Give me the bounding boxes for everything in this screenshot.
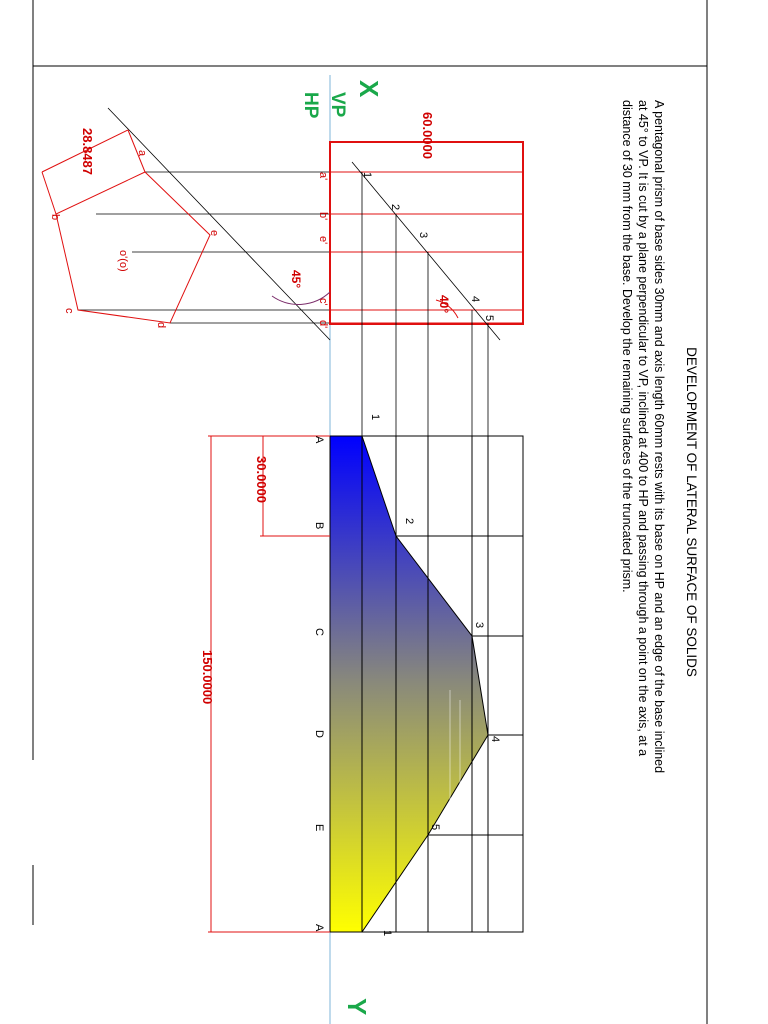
svg-text:a': a' (317, 172, 329, 181)
label-e1 (317, 236, 329, 244)
svg-text:a: a (136, 150, 148, 157)
svg-text:d': d' (317, 320, 329, 329)
svg-text:1: 1 (361, 172, 373, 179)
label-a (136, 150, 148, 157)
problem-line-1: A pentagonal prism of base sides 30mm and axis length 60mm rests with its base on HP and an edge of the base inclined (652, 100, 666, 774)
problem-line-3: distance of 30 mm from the base. Develop the remaining surfaces of the truncated prism. (620, 100, 634, 593)
dev-edge-B (313, 522, 325, 529)
svg-text:c': c' (317, 298, 329, 306)
label-d1 (317, 320, 329, 328)
label-e (208, 230, 220, 236)
svg-text:3: 3 (473, 622, 485, 629)
dev-edge-D (313, 730, 325, 738)
svg-text:2: 2 (403, 518, 415, 525)
svg-text:e': e' (317, 236, 329, 245)
dev-edge-A2 (313, 924, 325, 932)
label-c1 (317, 298, 329, 306)
angle-edge (289, 270, 303, 288)
svg-text:28.8487: 28.8487 (80, 128, 95, 175)
dev-point-3 (473, 622, 485, 628)
label-c (63, 308, 75, 314)
svg-text:c: c (63, 308, 75, 314)
dim-side-dev (254, 456, 269, 503)
svg-text:VP: VP (327, 92, 348, 118)
dev-point-2 (403, 518, 415, 524)
label-b (49, 214, 61, 220)
svg-text:4: 4 (489, 736, 501, 743)
svg-text:5: 5 (429, 824, 441, 831)
cut-point-5 (483, 315, 495, 321)
svg-text:B: B (313, 522, 325, 530)
dim-side (80, 128, 95, 175)
svg-text:C: C (313, 628, 325, 636)
svg-text:1: 1 (381, 930, 393, 937)
svg-text:40°: 40° (437, 295, 451, 314)
truncated-surface (330, 436, 488, 932)
cut-point-1 (361, 172, 373, 178)
label-d (155, 322, 167, 328)
svg-text:1: 1 (369, 414, 381, 421)
svg-text:o'(o): o'(o) (117, 250, 129, 272)
svg-text:d: d (155, 322, 167, 329)
label-a1 (317, 172, 329, 180)
svg-text:5: 5 (483, 315, 495, 322)
svg-text:b: b (49, 214, 61, 221)
svg-text:HP: HP (300, 92, 321, 119)
vp-label (327, 92, 348, 118)
x-label (354, 80, 384, 98)
cut-point-4 (469, 296, 481, 302)
dev-point-5 (429, 824, 441, 830)
svg-text:X: X (354, 80, 384, 98)
svg-text:150.0000: 150.0000 (200, 650, 215, 705)
svg-text:60.0000: 60.0000 (420, 112, 435, 159)
svg-text:e: e (208, 230, 220, 237)
label-b1 (317, 212, 329, 220)
development (330, 436, 523, 932)
svg-text:2: 2 (389, 204, 401, 211)
svg-text:A: A (313, 924, 325, 932)
dimension-lines (208, 436, 330, 932)
y-label (342, 998, 372, 1015)
label-o (117, 250, 129, 272)
problem-line-2: at 45° to VP. It is cut by a plane perpendicular to VP, inclined at 400 to HP and passing through a point on the axis, at a (636, 100, 650, 757)
problem-statement (620, 100, 666, 773)
svg-text:b': b' (317, 212, 329, 221)
svg-text:30.0000: 30.0000 (254, 456, 269, 503)
svg-text:Y: Y (342, 998, 372, 1016)
svg-text:45°: 45° (289, 270, 303, 289)
dim-height (420, 112, 435, 159)
svg-text:D: D (313, 730, 325, 738)
cut-point-3 (417, 232, 429, 238)
svg-text:4: 4 (469, 296, 481, 303)
dev-point-1b (381, 930, 393, 936)
dev-edge-E (313, 824, 325, 831)
hp-label (300, 92, 321, 119)
svg-text:3: 3 (417, 232, 429, 239)
dev-edge-C (313, 628, 325, 636)
dev-edge-A1 (313, 436, 325, 444)
cut-point-2 (389, 204, 401, 210)
projector-lines (78, 172, 488, 323)
page-title: DEVELOPMENT OF LATERAL SURFACE OF SOLIDS (684, 347, 699, 677)
dev-point-4 (489, 736, 501, 742)
dim-length-dev (200, 650, 215, 704)
angle-plane (437, 295, 451, 313)
text-block (684, 347, 699, 677)
dev-point-1a (369, 414, 381, 420)
cutting-plane-line (352, 162, 500, 340)
svg-text:A: A (313, 436, 325, 444)
svg-text:E: E (313, 824, 325, 832)
